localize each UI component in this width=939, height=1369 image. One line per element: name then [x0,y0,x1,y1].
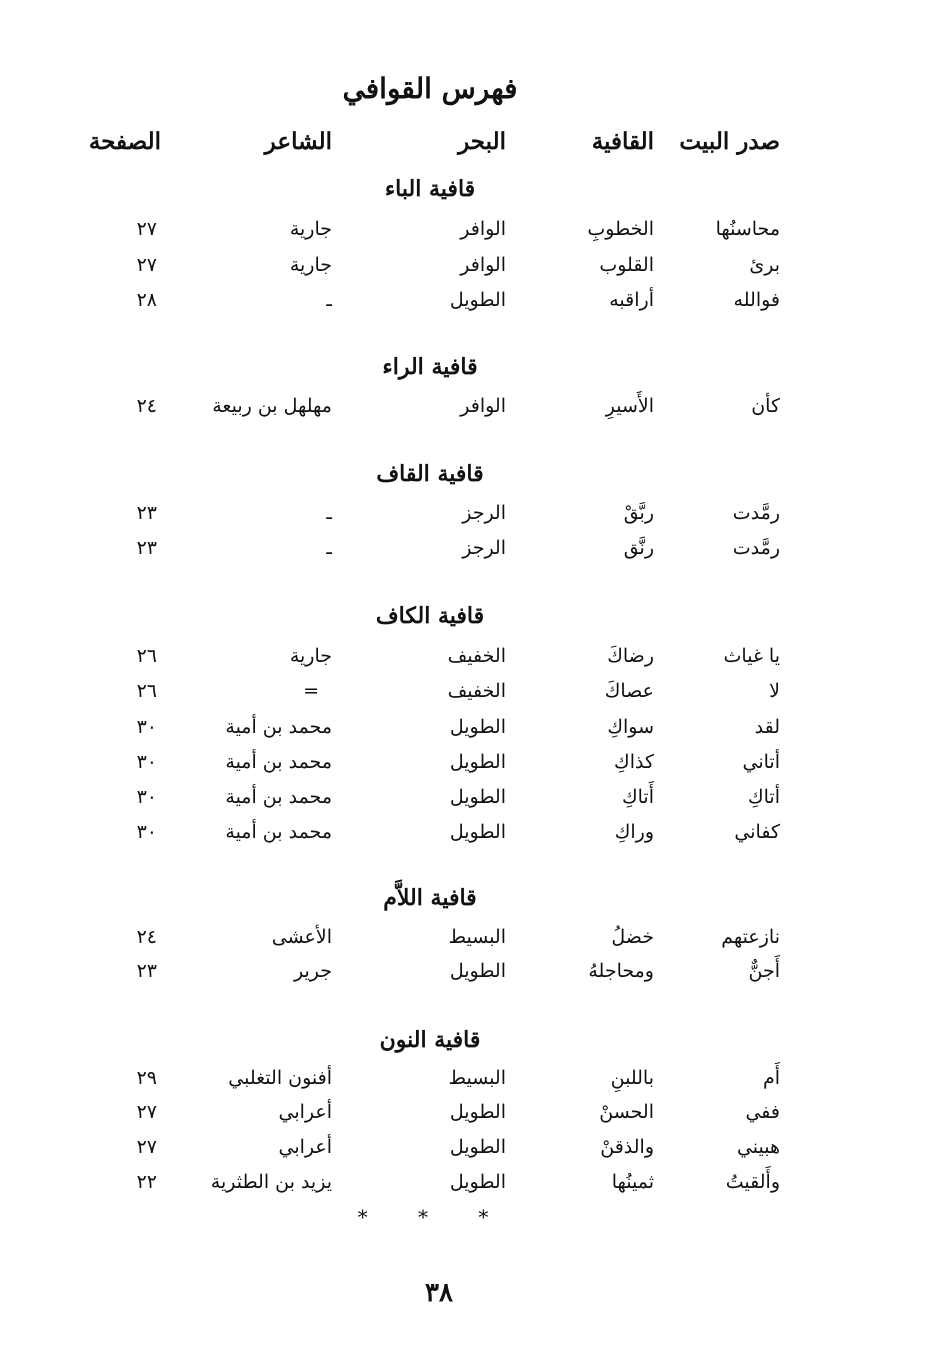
verse-cell: رمَّدت [732,537,780,559]
meter-cell: الرجز [462,537,506,559]
table-row [0,247,939,283]
section-heading-kaf: قافية الكاف [375,603,485,629]
poet-cell: يزيد بن الطثرية [210,1171,332,1193]
verse-cell: أتاكِ [747,786,780,808]
page-cell: ٣٠ [136,751,157,773]
table-row [0,1060,939,1096]
table-row [0,919,939,955]
verse-cell: يا غياث [723,645,780,667]
header-page: الصفحة [88,128,161,155]
table-row [0,388,939,424]
meter-cell: الطويل [449,1101,506,1123]
table-row [0,282,939,318]
rhyme-cell: الأَسيرِ [605,395,654,417]
verse-cell: فوالله [733,289,780,311]
poet-cell: ـ [326,502,332,524]
page-cell: ٢٦ [136,680,157,702]
page-cell: ٢٦ [136,645,157,667]
header-verse-start: صدر البيت [679,128,780,155]
meter-cell: البسيط [448,1067,506,1089]
rhyme-cell: والذقنْ [600,1136,654,1158]
meter-cell: الطويل [449,1171,506,1193]
page-cell: ٢٤ [136,395,157,417]
table-row [0,1129,939,1165]
table-row [0,1094,939,1130]
rhyme-cell: الحسنْ [599,1101,654,1123]
rhyme-cell: رضاكَ [607,645,654,667]
section-heading-lam: قافية اللاَّم [383,885,477,911]
rhyme-cell: أَتاكِ [621,786,654,808]
poet-cell: محمد بن أمية [225,821,332,843]
table-row [0,211,939,247]
verse-cell: أتاني [742,751,780,773]
poet-cell: جرير [294,960,332,982]
verse-cell: برئ [749,254,780,276]
header-meter: البحر [458,128,506,155]
poet-cell: الأعشى [271,926,332,948]
rhyme-cell: رنَّق [623,537,654,559]
section-heading-nun: قافية النون [379,1027,481,1053]
rhyme-cell: الخطوبِ [587,218,654,240]
meter-cell: الطويل [449,751,506,773]
page-title: فهرس القوافي [342,72,518,105]
table-row [0,953,939,989]
page-cell: ٢٩ [136,1067,157,1089]
poet-cell: محمد بن أمية [225,716,332,738]
rhyme-cell: خضلُ [611,926,654,948]
page-cell: ٢٧ [136,1136,157,1158]
rhyme-cell: ومحاجلهُ [588,960,654,982]
verse-cell: ففي [745,1101,780,1123]
poet-cell: أعرابي [278,1136,332,1158]
verse-cell: أَم [762,1067,780,1089]
page-cell: ٣٠ [136,786,157,808]
meter-cell: الطويل [449,821,506,843]
table-row [0,709,939,745]
rhyme-cell: كذاكِ [614,751,654,773]
page-cell: ٢٣ [136,960,157,982]
poet-cell: محمد بن أمية [225,786,332,808]
section-heading-qaf: قافية القاف [376,461,484,487]
page-cell: ٢٣ [136,537,157,559]
header-rhyme: القافية [591,128,654,155]
poet-cell: أفنون التغلبي [228,1067,332,1089]
poet-cell: = [303,680,319,702]
table-row [0,530,939,566]
meter-cell: الوافر [460,395,506,417]
section-heading-ba: قافية الباء [384,176,476,202]
section-heading-ra: قافية الراء [382,354,478,380]
verse-cell: لا [769,680,780,702]
column-headers [0,124,939,160]
table-row [0,638,939,674]
page-cell: ٢٨ [136,289,157,311]
page-cell: ٣٠ [136,716,157,738]
verse-cell: نازعتهم [721,926,780,948]
poet-cell: محمد بن أمية [225,751,332,773]
page-cell: ٢٣ [136,502,157,524]
meter-cell: الوافر [460,254,506,276]
meter-cell: الطويل [449,716,506,738]
meter-cell: الخفيف [447,645,506,667]
poet-cell: جارية [289,645,332,667]
verse-cell: كفاني [734,821,780,843]
meter-cell: الرجز [462,502,506,524]
page-number: ٣٨ [425,1278,453,1308]
rhyme-cell: ربَّقْ [623,502,654,524]
table-row [0,495,939,531]
meter-cell: الوافر [460,218,506,240]
verse-cell: وأَلقيتُ [725,1171,780,1193]
poet-cell: مهلهل بن ربيعة [212,395,332,417]
rhyme-cell: ثمينُها [611,1171,654,1193]
poet-cell: أعرابي [278,1101,332,1123]
page-cell: ٢٧ [136,218,157,240]
page-cell: ٣٠ [136,821,157,843]
verse-cell: كأن [751,395,780,417]
table-row [0,673,939,709]
rhyme-cell: القلوب [599,254,654,276]
verse-cell: لقد [754,716,780,738]
rhyme-cell: سواكِ [607,716,654,738]
meter-cell: الخفيف [447,680,506,702]
meter-cell: الطويل [449,960,506,982]
page-cell: ٢٢ [136,1171,157,1193]
poet-cell: ـ [326,537,332,559]
verse-cell: هبيني [736,1136,780,1158]
table-row [0,744,939,780]
table-row [0,1164,939,1200]
verse-cell: أَجنٌّ [748,960,780,982]
table-row [0,814,939,850]
rhyme-cell: أراقبه [609,289,654,311]
meter-cell: البسيط [448,926,506,948]
page-cell: ٢٧ [136,1101,157,1123]
meter-cell: الطويل [449,289,506,311]
meter-cell: الطويل [449,786,506,808]
rhyme-cell: باللبنِ [610,1067,654,1089]
poet-cell: ـ [326,289,332,311]
header-poet: الشاعر [264,128,332,155]
verse-cell: محاسنُها [715,218,780,240]
poet-cell: جارية [289,254,332,276]
verse-cell: رمَّدت [732,502,780,524]
rhyme-cell: وراكِ [614,821,654,843]
meter-cell: الطويل [449,1136,506,1158]
table-row [0,779,939,815]
page-cell: ٢٤ [136,926,157,948]
page-cell: ٢٧ [136,254,157,276]
poet-cell: جارية [289,218,332,240]
rhyme-cell: عصاكَ [604,680,654,702]
section-ornament: * * * [357,1205,511,1229]
